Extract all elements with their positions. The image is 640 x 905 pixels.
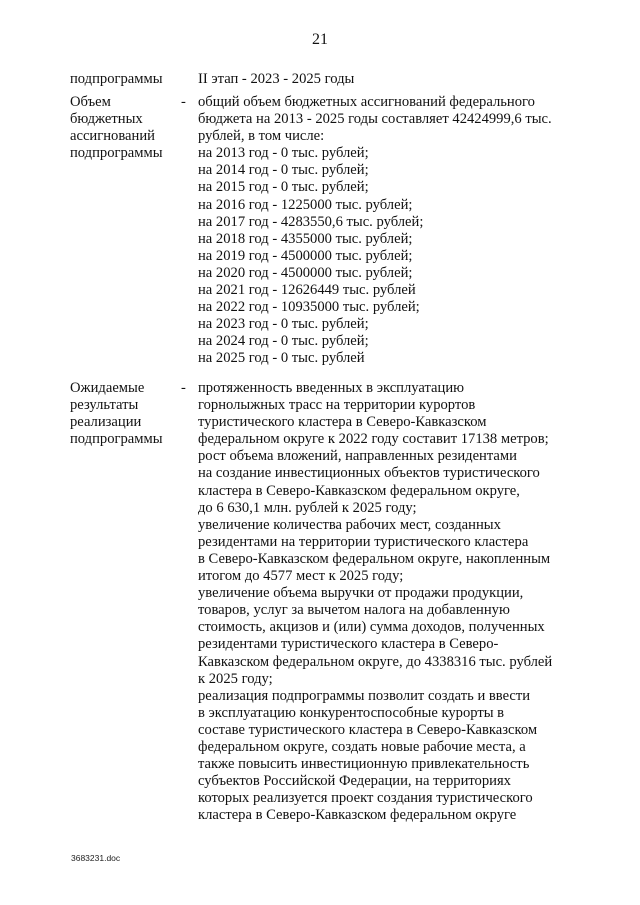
section-dash: - — [181, 94, 186, 110]
content-line: до 6 630,1 млн. рублей к 2025 году; — [198, 499, 417, 516]
content-line: на 2025 год - 0 тыс. рублей — [198, 350, 365, 367]
content-line: на 2018 год - 4355000 тыс. рублей; — [198, 230, 413, 247]
content-line: на 2020 год - 4500000 тыс. рублей; — [198, 264, 413, 281]
content-line: II этап - 2023 - 2025 годы — [198, 71, 355, 87]
content-line: на 2014 год - 0 тыс. рублей; — [198, 162, 369, 179]
section-label — [70, 380, 180, 448]
content-line: на 2017 год - 4283550,6 тыс. рублей; — [198, 213, 424, 230]
section-label — [70, 94, 180, 162]
label-line: подпрограммы — [70, 145, 163, 162]
label-line: Ожидаемые — [70, 380, 145, 396]
content-line: товаров, услуг за вычетом налога на добавленную — [198, 602, 510, 619]
content-line: Кавказском федеральном округе, до 4338316 тыс. рублей — [198, 653, 553, 670]
label-line: подпрограммы — [70, 71, 163, 87]
content-line: в эксплуатацию конкурентоспособные курорты в — [198, 704, 505, 721]
content-line: к 2025 году; — [198, 670, 273, 687]
section-content — [198, 380, 578, 824]
label-line: ассигнований — [70, 128, 155, 145]
content-line: на 2023 год - 0 тыс. рублей; — [198, 316, 369, 333]
content-line: горнолыжных трасс на территории курортов — [198, 397, 476, 414]
content-line: на 2016 год - 1225000 тыс. рублей; — [198, 196, 413, 213]
content-line: увеличение объема выручки от продажи продукции, — [198, 585, 524, 602]
content-line: в Северо-Кавказском федеральном округе, накопленным — [198, 550, 551, 567]
file-name-footer: 3683231.doc — [71, 853, 121, 863]
content-line: на 2021 год - 12626449 тыс. рублей — [198, 282, 416, 299]
content-line: резидентами туристического кластера в Северо- — [198, 636, 499, 653]
content-line: на 2022 год - 10935000 тыс. рублей; — [198, 299, 420, 316]
content-line: которых реализуется проект создания туристического — [198, 790, 533, 807]
section-content — [198, 94, 578, 368]
content-line: рублей, в том числе: — [198, 128, 325, 145]
content-line: кластера в Северо-Кавказском федеральном округе — [198, 807, 517, 824]
label-line: реализации — [70, 414, 142, 431]
content-line: субъектов Российской Федерации, на территориях — [198, 773, 511, 790]
content-line: стоимость, акцизов и (или) сумма доходов, полученных — [198, 619, 545, 636]
content-line: резидентами на территории туристического кластера — [198, 533, 529, 550]
content-line: также повысить инвестиционную привлекательность — [198, 756, 530, 773]
content-line: туристического кластера в Северо-Кавказском — [198, 414, 487, 431]
content-line: на создание инвестиционных объектов туристического — [198, 465, 540, 482]
content-line: федеральном округе к 2022 году составит 17138 метров; — [198, 431, 549, 448]
content-line: на 2024 год - 0 тыс. рублей; — [198, 333, 369, 350]
section-label — [70, 71, 180, 88]
content-line: кластера в Северо-Кавказском федеральном округе, — [198, 482, 520, 499]
label-line: Объем — [70, 94, 111, 110]
content-line: итогом до 4577 мест к 2025 году; — [198, 568, 404, 585]
content-line: на 2013 год - 0 тыс. рублей; — [198, 145, 369, 162]
label-line: подпрограммы — [70, 431, 163, 448]
content-line: рост объема вложений, направленных резидентами — [198, 448, 517, 465]
content-line: на 2019 год - 4500000 тыс. рублей; — [198, 247, 413, 264]
label-line: результаты — [70, 397, 139, 414]
content-line: увеличение количества рабочих мест, созданных — [198, 516, 501, 533]
content-line: реализация подпрограммы позволит создать и ввести — [198, 687, 531, 704]
page-number: 21 — [312, 31, 328, 48]
content-line: протяженность введенных в эксплуатацию — [198, 380, 465, 396]
content-line: федеральном округе, создать новые рабочие места, а — [198, 738, 526, 755]
content-line: бюджета на 2013 - 2025 годы составляет 42424999,6 тыс. — [198, 111, 552, 128]
section-content — [198, 71, 578, 88]
content-line: составе туристического кластера в Северо-Кавказском — [198, 721, 538, 738]
content-line: общий объем бюджетных ассигнований федерального — [198, 94, 535, 110]
content-line: на 2015 год - 0 тыс. рублей; — [198, 179, 369, 196]
section-dash: - — [181, 380, 186, 396]
label-line: бюджетных — [70, 111, 143, 128]
